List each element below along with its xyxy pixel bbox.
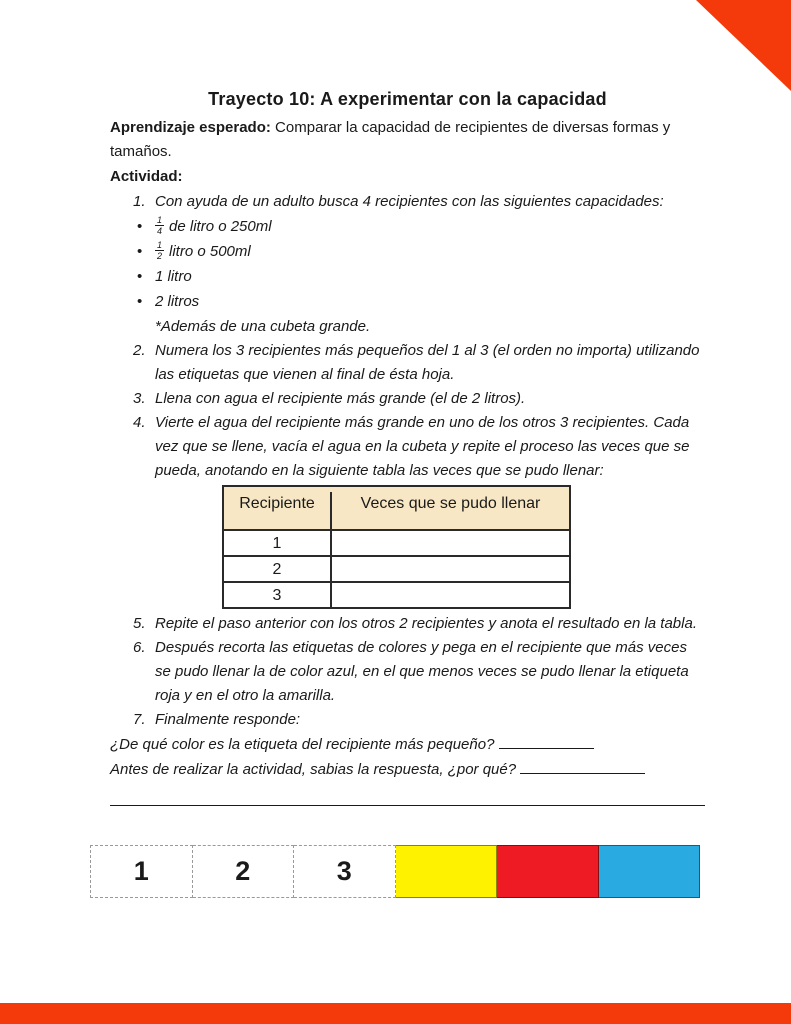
bullet-label: de litro o 250ml (169, 218, 272, 235)
item-text: Finalmente responde: (155, 711, 301, 728)
bullet-capacity-1l (110, 264, 705, 289)
item-number: 2. (133, 342, 146, 359)
bottom-bar-decoration (0, 1003, 791, 1024)
row-veces-blank (332, 557, 569, 581)
label-red (497, 845, 599, 898)
bucket-note: *Además de una cubeta grande. (155, 318, 371, 335)
capacity-table (222, 485, 571, 609)
expected-learning-label: Aprendizaje esperado: (110, 119, 271, 136)
bullet-icon: • (137, 268, 143, 285)
activity-item-7 (110, 708, 705, 732)
bullet-capacity-250ml (110, 214, 705, 239)
expected-learning (110, 116, 705, 164)
column-header-veces: Veces que se pudo llenar (360, 495, 541, 512)
item-number: 4. (133, 414, 146, 431)
worksheet-content (110, 86, 705, 806)
expected-learning-text: Comparar la capacidad de recipientes de diversas formas y tamaños. (110, 119, 671, 160)
bullet-icon: • (137, 243, 143, 260)
question-text: Antes de realizar la actividad, sabias la respuesta, ¿por qué? (110, 761, 521, 778)
label-number-3: 3 (294, 845, 396, 898)
item-number: 3. (133, 390, 146, 407)
row-veces-blank (332, 583, 569, 607)
bullet-text (155, 239, 251, 264)
activity-item-3 (110, 387, 705, 411)
item-text: Después recorta las etiquetas de colores y pega en el recipiente que más veces se pudo llenar la de color azul, en el que menos veces se pudo llenar la etiqueta roja y en el otro la amarilla. (155, 639, 689, 704)
bullet-label: 1 litro (155, 268, 192, 285)
row-veces-blank (332, 531, 569, 555)
activity-item-2 (110, 339, 705, 387)
label-number-2: 2 (193, 845, 295, 898)
bullet-icon: • (137, 218, 143, 235)
table-row (224, 529, 569, 555)
column-header-recipiente: Recipiente (224, 492, 332, 529)
label-blue (599, 845, 701, 898)
answer-blank (499, 735, 594, 749)
fraction-numerator: 1 (157, 240, 163, 250)
item-text: Con ayuda de un adulto busca 4 recipientes con las siguientes capacidades: (155, 193, 664, 210)
item-number: 1. (133, 193, 146, 210)
question-text: ¿De qué color es la etiqueta del recipiente más pequeño? (110, 736, 499, 753)
activity-item-4 (110, 411, 705, 483)
label-number-1: 1 (90, 845, 193, 898)
table-header-row (224, 487, 569, 529)
row-recipiente: 1 (224, 531, 332, 555)
activity-item-6 (110, 636, 705, 708)
activity-item-1 (110, 190, 705, 214)
bullet-text (155, 214, 272, 239)
bullet-capacity-2l (110, 289, 705, 314)
fraction-denominator: 4 (157, 226, 163, 236)
answer-line (110, 786, 705, 806)
bullet-capacity-500ml (110, 239, 705, 264)
page-title: Trayecto 10: A experimentar con la capacidad (208, 89, 607, 109)
answer-blank (520, 760, 645, 774)
bullet-icon: • (137, 293, 143, 310)
item-text: Vierte el agua del recipiente más grande en uno de los otros 3 recipientes. Cada vez que se llene, vacía el agua en la cubeta y repite el proceso las veces que se pueda, anotando en la siguiente tabla las veces que se pudo llenar: (155, 414, 690, 479)
bullet-label: 2 litros (155, 293, 200, 310)
cutout-labels-strip (90, 845, 700, 898)
table-row (224, 555, 569, 581)
question-knew-answer (110, 757, 705, 782)
activity-item-5 (110, 612, 705, 636)
bullet-label: litro o 500ml (169, 243, 251, 260)
table-row (224, 581, 569, 607)
label-yellow (396, 845, 498, 898)
activity-heading: Actividad: (110, 168, 183, 185)
fraction-one-quarter (155, 216, 164, 236)
row-recipiente: 3 (224, 583, 332, 607)
row-recipiente: 2 (224, 557, 332, 581)
corner-triangle-decoration (696, 0, 791, 91)
item-number: 7. (133, 711, 146, 728)
fraction-one-half (155, 241, 164, 261)
question-smallest-container (110, 732, 705, 757)
item-number: 5. (133, 615, 146, 632)
item-text: Numera los 3 recipientes más pequeños del 1 al 3 (el orden no importa) utilizando las etiquetas que vienen al final de ésta hoja. (155, 342, 700, 383)
fraction-numerator: 1 (157, 215, 163, 225)
item-text: Llena con agua el recipiente más grande (el de 2 litros). (155, 390, 526, 407)
item-number: 6. (133, 639, 146, 656)
item-text: Repite el paso anterior con los otros 2 recipientes y anota el resultado en la tabla. (155, 615, 697, 632)
fraction-denominator: 2 (157, 251, 163, 261)
